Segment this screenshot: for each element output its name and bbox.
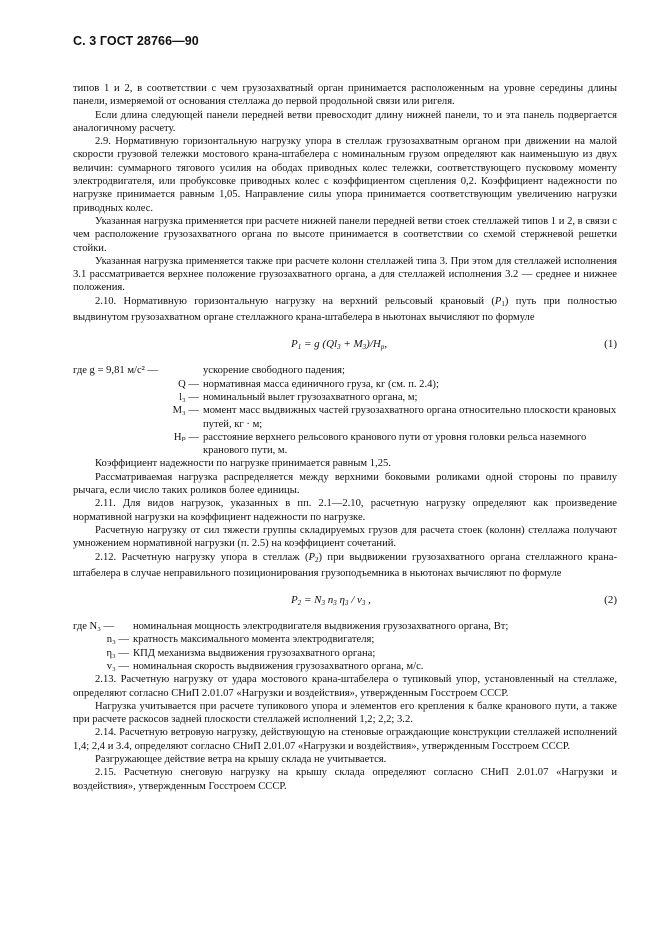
legend-symbol: v₃ — <box>106 660 129 672</box>
page-header: С. 3 ГОСТ 28766—90 <box>73 34 199 48</box>
legend-row <box>73 620 617 633</box>
paragraph: 2.14. Расчетную ветровую нагрузку, действующую на стеновые ограждающие конструкции стеллажей исполнений 1,4; 2,4 и 3.4, определяют согласно СНиП 2.01.07 «Нагрузки и воздействия», утвержденным Госстроем СССР. <box>73 727 617 752</box>
formula-2-expression: $P_2 = N_3$ $n_3$ $\eta_3 / v_3$ , <box>291 594 371 608</box>
legend-symbol: n₃ — <box>106 634 129 646</box>
legend-row <box>73 378 617 391</box>
formula-2 <box>73 592 617 608</box>
paragraph: Нагрузка учитывается при расчете тупикового упора и элементов его крепления к балке кранового пути, а также при расчете раскосов задней плоскости стеллажей исполнений 1,2; 2,2; 3.2. <box>73 700 617 726</box>
legend-symbol: где g = 9,81 м/с² — <box>73 365 159 377</box>
legend-description: расстояние верхнего рельсового кранового пути от уровня головки рельса наземного кранового пути, м. <box>203 431 587 457</box>
paragraph: Указанная нагрузка применяется при расчете нижней панели передней ветви стоек стеллажей типов 1 и 2, в связи с чем расположение грузозахватного органа по высоте принимается в соответствии со схемой стержневой решетки стойки. <box>73 215 617 254</box>
legend-description: момент масс выдвижных частей грузозахватного органа относительно плоскости крановых путей, кг · м; <box>203 405 617 430</box>
paragraph: Если длина следующей панели передней ветви превосходит длину нижней панели, то и эта панель подвергается аналогичному расчету. <box>73 109 617 134</box>
paragraph: Расчетную нагрузку от сил тяжести группы складируемых грузов для расчета стоек (колонн) стеллажа получают умножением нормативной нагрузки (п. 2.5) на коэффициент сочетаний. <box>73 524 617 550</box>
paragraph: 2.13. Расчетную нагрузку от удара мостового крана-штабелера о тупиковый упор, установленный на стеллаже, определяют согласно СНиП 2.01.07 «Нагрузки и воздействия», утвержденным Госстроем СССР. <box>73 674 617 699</box>
paragraph: типов 1 и 2, в соответствии с чем грузозахватный орган принимается расположенным на уровне середины длины панели, измеряемой от основания стеллажа до первой продольной связи или ригеля. <box>73 83 617 108</box>
paragraph: Рассматриваемая нагрузка распределяется между верхними боковыми роликами одной стороны по правилу рычага, если число таких роликов более единицы. <box>73 471 617 497</box>
legend-row <box>73 404 617 431</box>
paragraph-2-12: 2.12. Расчетную нагрузку упора в стеллаж $(P_2)$ при выдвижении грузозахватного органа стеллажного крана-штабелера в случае неправильного позиционирования грузоподъемника в ньютонах вычисляют по формуле <box>73 551 617 579</box>
legend-description: нормативная масса единичного груза, кг (см. п. 2.4); <box>203 378 439 390</box>
legend-row <box>73 660 617 673</box>
formula-1-expression: $P_1 = g$ $(Ql_3 + M_3)/H_p$, <box>291 338 388 352</box>
paragraph: Указанная нагрузка применяется также при расчете колонн стеллажей типа 3. При этом для стеллажей исполнения 3.1 рассматривается верхнее положение грузозахватного органа, а для стеллажей исполнения 3.2 — среднее и нижнее положения. <box>73 255 617 294</box>
legend-description: КПД механизма выдвижения грузозахватного органа; <box>133 647 376 659</box>
legend-symbol: l₃ — <box>179 391 199 403</box>
legend-description: ускорение свободного падения; <box>203 365 345 377</box>
paragraph: 2.11. Для видов нагрузок, указанных в пп. 2.1—2.10, расчетную нагрузку определяют как произведение нормативной нагрузки на коэффициент надежности по нагрузке. <box>73 498 617 523</box>
legend-description: номинальная мощность электродвигателя выдвижения грузозахватного органа, Вт; <box>133 621 509 633</box>
document-page <box>73 34 617 793</box>
legend-symbol: M₃ — <box>172 405 199 417</box>
legend-row <box>73 647 617 660</box>
legend-symbol: Q — <box>178 378 199 390</box>
paragraph-2-10: 2.10. Нормативную горизонтальную нагрузку на верхний рельсовый крановый $(P_1)$ путь при полностью выдвинутом грузозахватном органе стеллажного крана-штабелера в ньютонах вычисляют по формуле <box>73 295 617 324</box>
legend-row <box>73 633 617 646</box>
formula-1-legend <box>73 364 617 457</box>
paragraph: Разгружающее действие ветра на крышу склада не учитывается. <box>95 754 387 766</box>
formula-2-legend <box>73 620 617 673</box>
legend-row <box>73 391 617 404</box>
legend-description: номинальная скорость выдвижения грузозахватного органа, м/с. <box>133 660 424 672</box>
paragraph: 2.9. Нормативную горизонтальную нагрузку упора в стеллаж грузозахватным органом при движении на малой скорости грузовой тележки мостового крана-штабелера с номинальным грузом определяют как наименьшую из двух величин: суммарного тягового усилия на ободах приводных колес тележки, соответствующего пусковому моменту электродвигателя, или пробуксовке приводных колес с коэффициентом сцепления 0,2. Коэффициент надежности по нагрузке принимается равным 1,05. Направление силы упора принимается соответствующим увеличению нагрузки приводных колес. <box>73 136 617 214</box>
legend-symbol: η₃ — <box>106 647 129 659</box>
legend-symbol: где N₃ — <box>73 621 115 633</box>
formula-1-number: (1) <box>604 338 617 351</box>
paragraph: Коэффициент надежности по нагрузке принимается равным 1,25. <box>95 458 391 470</box>
legend-row <box>73 431 617 458</box>
legend-description: номинальный вылет грузозахватного органа, м; <box>203 391 418 403</box>
formula-2-number: (2) <box>604 594 617 607</box>
legend-symbol: Hₚ — <box>173 431 199 443</box>
legend-row <box>73 364 617 377</box>
legend-description: кратность максимального момента электродвигателя; <box>133 634 375 646</box>
paragraph: 2.15. Расчетную снеговую нагрузку на крышу склада определяют согласно СНиП 2.01.07 «Нагрузки и воздействия», утвержденным Госстроем СССР. <box>73 767 617 792</box>
formula-1 <box>73 336 617 352</box>
